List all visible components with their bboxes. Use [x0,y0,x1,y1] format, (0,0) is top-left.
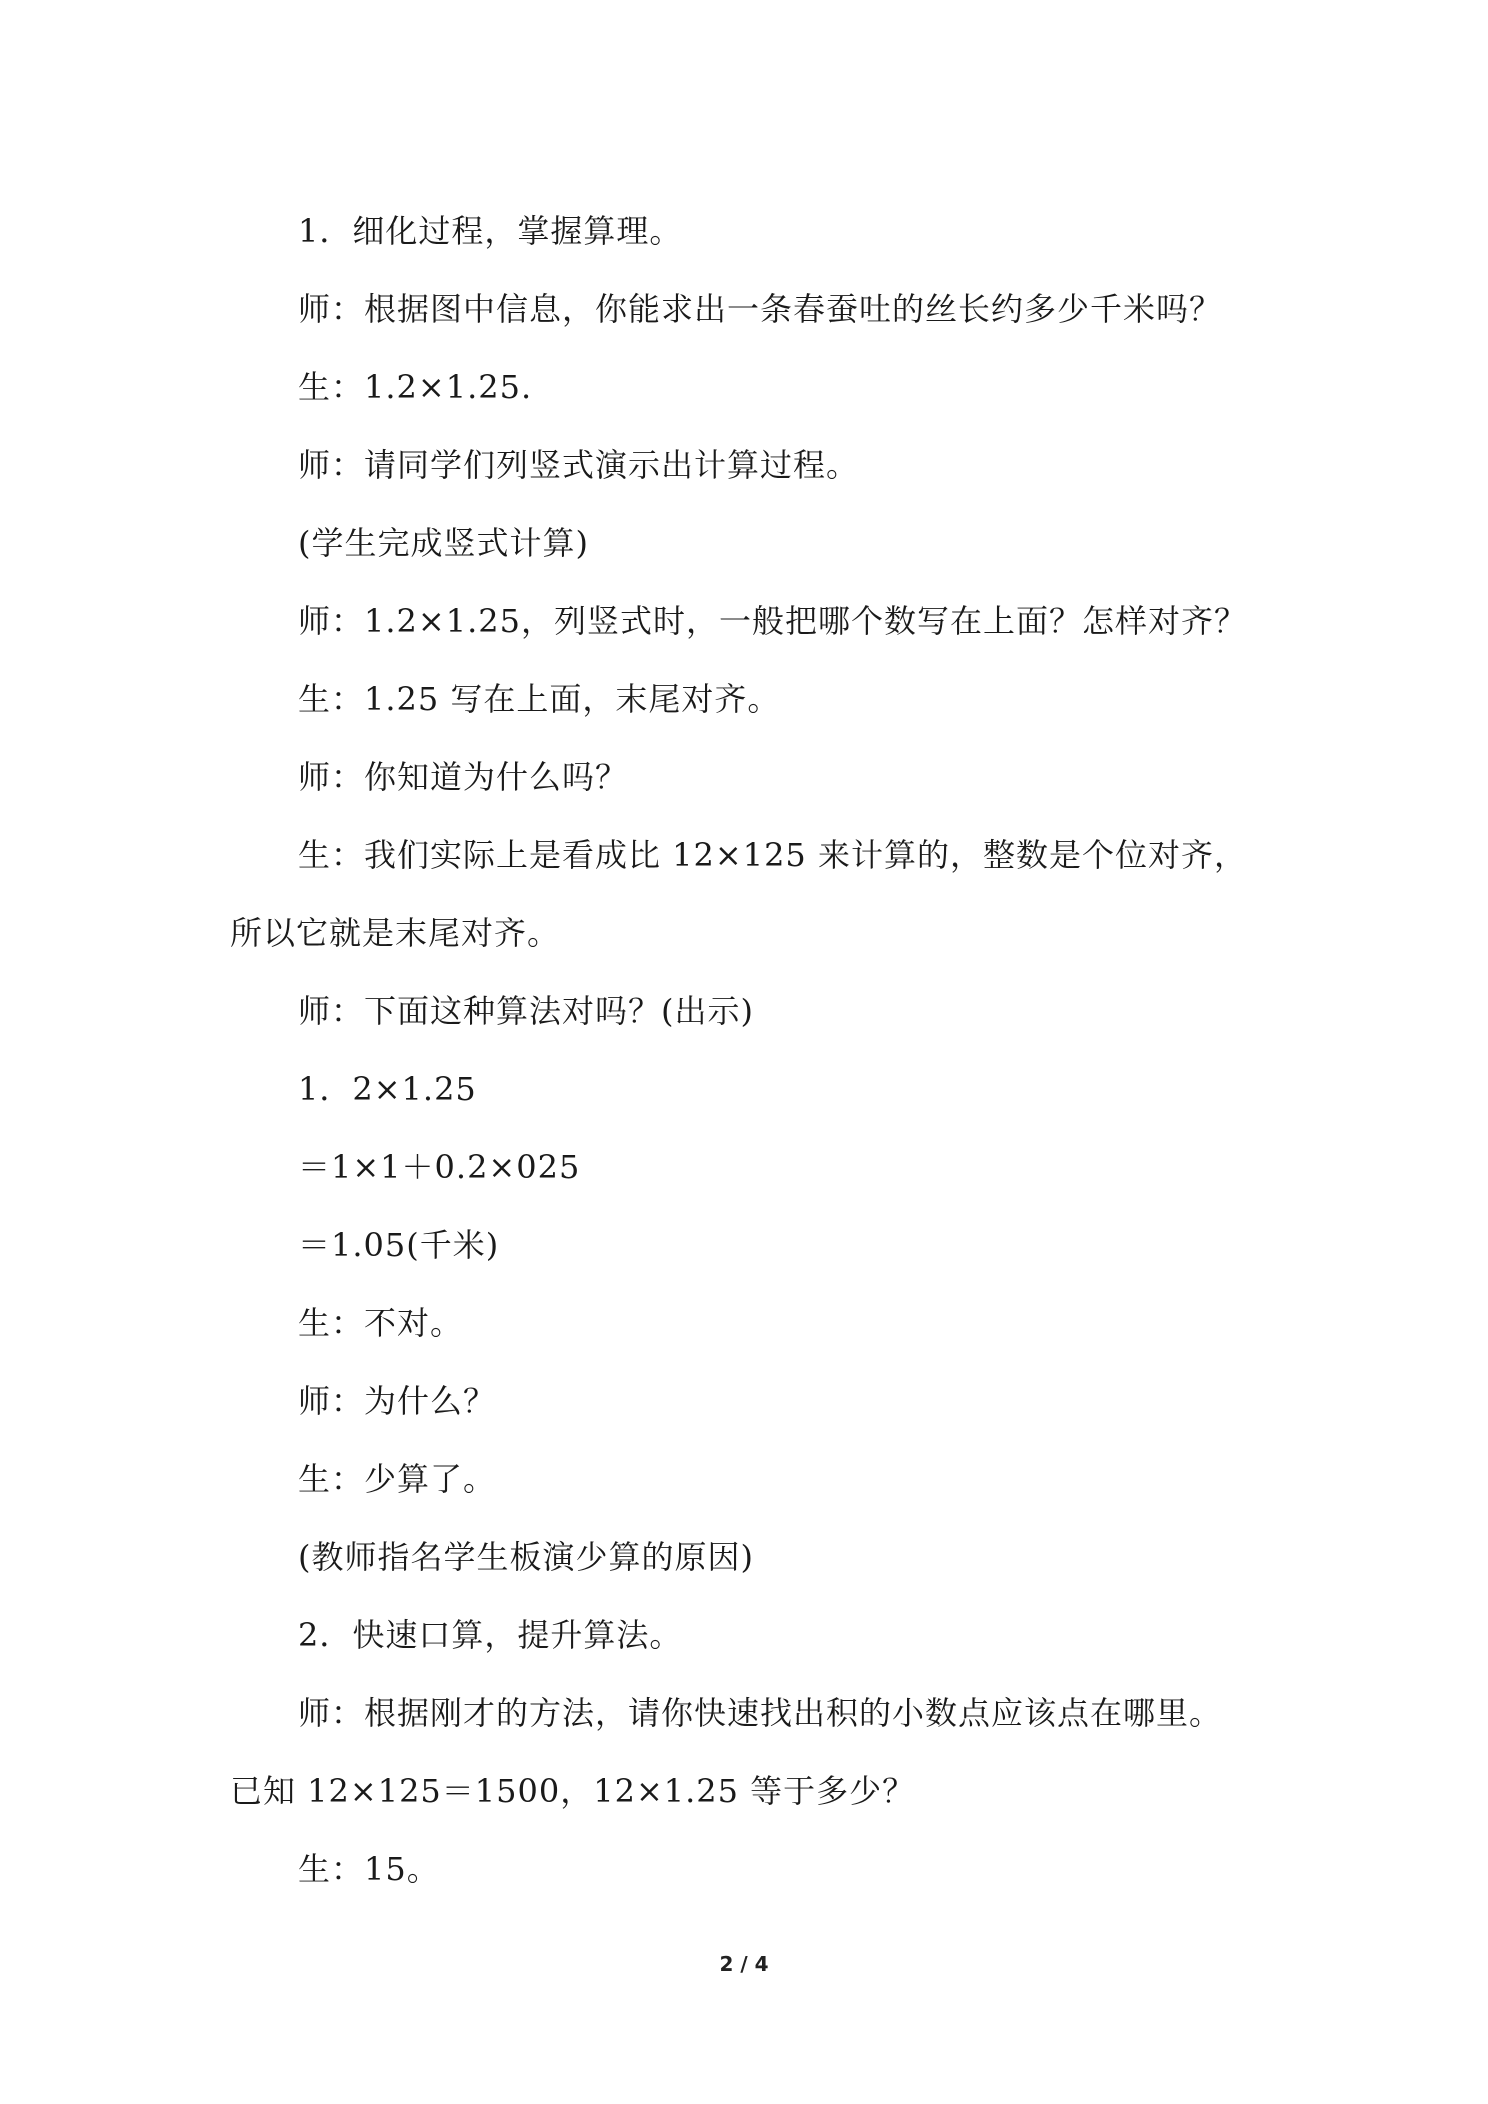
paragraph-equation: ＝1.05(千米) [298,1226,500,1264]
paragraph-note: (教师指名学生板演少算的原因) [298,1538,754,1576]
paragraph-equation: 1．2×1.25 [298,1070,477,1108]
paragraph-student-answer: 生：1.25 写在上面，末尾对齐。 [298,680,781,718]
paragraph-student-answer: 生：我们实际上是看成比 12×125 来计算的，整数是个位对齐， [298,836,1247,874]
paragraph-student-answer: 生：15。 [298,1850,440,1888]
paragraph-teacher-question: 师：1.2×1.25，列竖式时，一般把哪个数写在上面？怎样对齐？ [298,602,1247,640]
paragraph-teacher-question: 师：你知道为什么吗？ [298,758,629,796]
paragraph-teacher-question: 师：根据刚才的方法，请你快速找出积的小数点应该点在哪里。 [298,1694,1223,1732]
paragraph-continuation: 所以它就是末尾对齐。 [230,914,561,952]
paragraph-continuation: 已知 12×125＝1500，12×1.25 等于多少？ [230,1772,916,1810]
paragraph-teacher-instruction: 师：请同学们列竖式演示出计算过程。 [298,446,860,484]
paragraph-student-answer: 生：不对。 [298,1304,464,1342]
paragraph-section-2-heading: 2．快速口算，提升算法。 [298,1616,683,1654]
paragraph-equation: ＝1×1＋0.2×025 [298,1148,581,1186]
paragraph-student-answer: 生：少算了。 [298,1460,497,1498]
paragraph-section-1-heading: 1．细化过程，掌握算理。 [298,212,683,250]
paragraph-note: (学生完成竖式计算) [298,524,589,562]
paragraph-teacher-question: 师：为什么？ [298,1382,497,1420]
paragraph-teacher-question: 师：根据图中信息，你能求出一条春蚕吐的丝长约多少千米吗？ [298,290,1223,328]
paragraph-student-answer: 生：1.2×1.25. [298,368,533,406]
paragraph-teacher-question: 师：下面这种算法对吗？(出示) [298,992,754,1030]
page-number: 2 / 4 [719,1952,769,1976]
document-body [230,192,1270,1908]
